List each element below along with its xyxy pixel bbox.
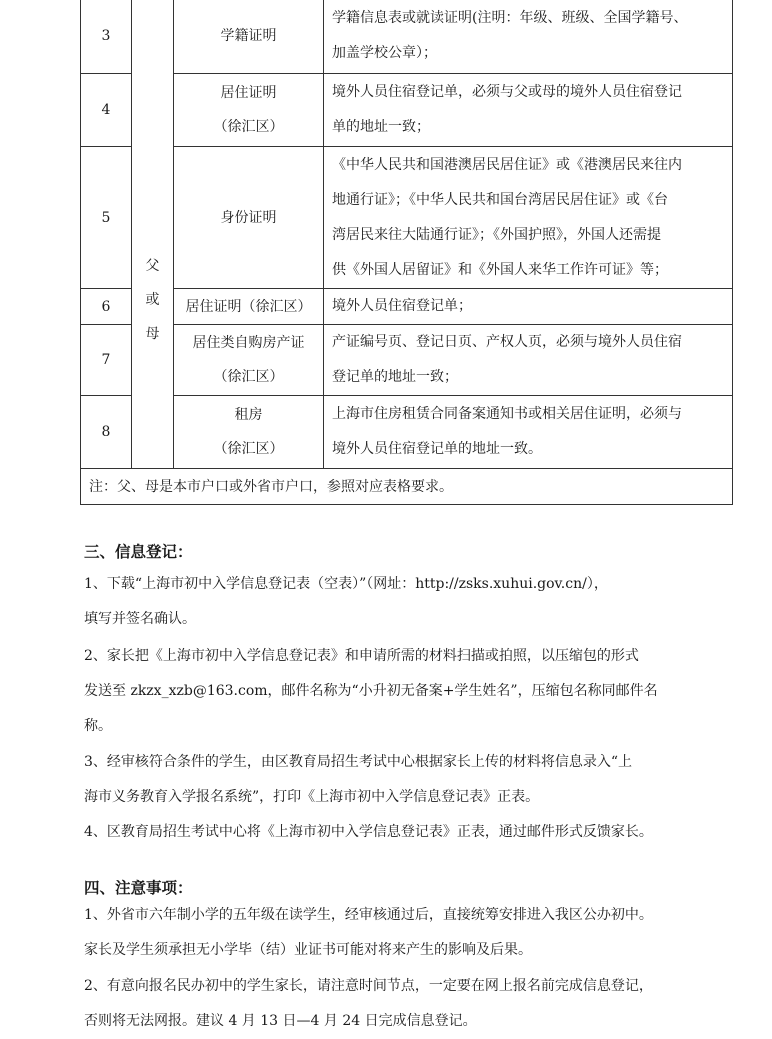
list-item: 1、外省市六年制小学的五年级在读学生，经审核通过后，直接统筹安排进入我区公办初中。 家长及学生须承担无小学毕（结）业证书可能对将来产生的影响及后果。 bbox=[84, 907, 653, 958]
row-number: 7 bbox=[81, 325, 132, 396]
material-name: 居住类自购房产证 （徐汇区） bbox=[174, 325, 324, 396]
table-row bbox=[81, 0, 733, 74]
material-description: 境外人员住宿登记单，必须与父或母的境外人员住宿登记 单的地址一致； bbox=[324, 74, 733, 147]
row-number: 4 bbox=[81, 74, 132, 147]
list-item: 2、家长把《上海市初中入学信息登记表》和申请所需的材料扫描或拍照，以压缩包的形式 发送至 zkzx_xzb@163.com，邮件名称为“小升初无备案+学生姓名”，压缩包名称同邮件名 称。 bbox=[84, 648, 658, 734]
list-item: 1、下载“上海市初中入学信息登记表（空表）”（网址：http://zsks.xuhui.gov.cn/）， 填写并签名确认。 bbox=[84, 576, 608, 627]
table-row bbox=[81, 396, 733, 469]
material-name: 学籍证明 bbox=[174, 0, 324, 74]
material-name: 居住证明 （徐汇区） bbox=[174, 74, 324, 147]
section-heading: 四、注意事项： bbox=[84, 879, 193, 897]
row-number: 8 bbox=[81, 396, 132, 469]
party-cell bbox=[132, 0, 174, 469]
party-char: 或 bbox=[145, 292, 160, 308]
party-char: 母 bbox=[145, 326, 160, 342]
material-name: 身份证明 bbox=[174, 147, 324, 289]
material-name: 居住证明（徐汇区） bbox=[174, 289, 324, 325]
material-description: 上海市住房租赁合同备案通知书或相关居住证明，必须与 境外人员住宿登记单的地址一致。 bbox=[324, 396, 733, 469]
material-description: 境外人员住宿登记单； bbox=[324, 289, 733, 325]
material-description: 《中华人民共和国港澳居民居住证》或《港澳居民来往内 地通行证》；《中华人民共和国台湾居民居住证》或《台 湾居民来往大陆通行证》；《外国护照》，外国人还需提 供《外国人居留证》和《外国人来华工作许可证》等； bbox=[324, 147, 733, 289]
table-row bbox=[81, 289, 733, 325]
table-row bbox=[81, 325, 733, 396]
row-number: 6 bbox=[81, 289, 132, 325]
section-heading: 三、信息登记： bbox=[84, 543, 193, 561]
material-name: 租房 （徐汇区） bbox=[174, 396, 324, 469]
table-row bbox=[81, 147, 733, 289]
row-number: 3 bbox=[81, 0, 132, 74]
materials-table bbox=[80, 0, 733, 505]
material-description: 产证编号页、登记日页、产权人页，必须与境外人员住宿 登记单的地址一致； bbox=[324, 325, 733, 396]
table-note-row bbox=[81, 469, 733, 505]
material-description: 学籍信息表或就读证明(注明：年级、班级、全国学籍号、 加盖学校公章）； bbox=[324, 0, 733, 74]
table-note: 注：父、母是本市户口或外省市户口，参照对应表格要求。 bbox=[81, 469, 733, 505]
list-item: 3、经审核符合条件的学生，由区教育局招生考试中心根据家长上传的材料将信息录入“上 海市义务教育入学报名系统”，打印《上海市初中入学信息登记表》正表。 bbox=[84, 754, 633, 805]
party-char: 父 bbox=[145, 258, 160, 274]
list-item: 4、区教育局招生考试中心将《上海市初中入学信息登记表》正表，通过邮件形式反馈家长。 bbox=[84, 824, 653, 840]
list-item: 2、有意向报名民办初中的学生家长，请注意时间节点，一定要在网上报名前完成信息登记， 否则将无法网报。建议 4 月 13 日—4 月 24 日完成信息登记。 bbox=[84, 978, 653, 1029]
row-number: 5 bbox=[81, 147, 132, 289]
table-row bbox=[81, 74, 733, 147]
